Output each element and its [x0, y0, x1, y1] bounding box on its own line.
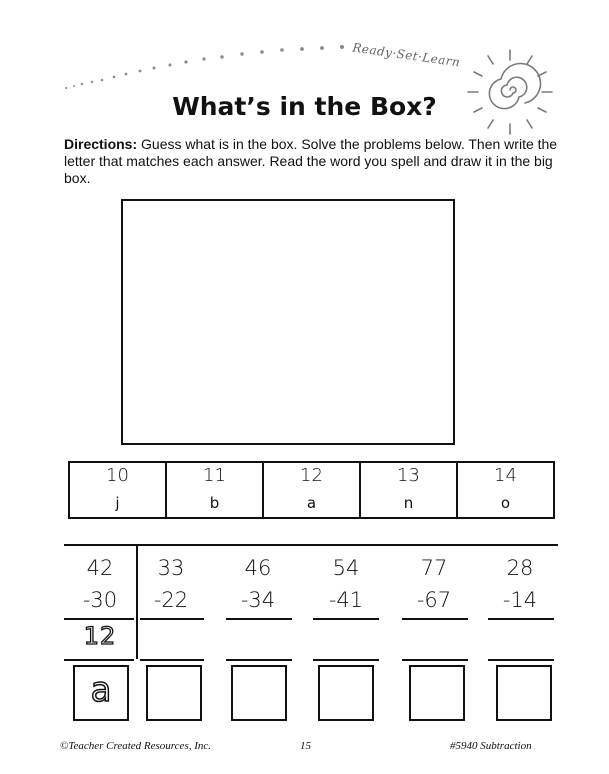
footer-product: #5940 Subtraction [450, 740, 532, 752]
answer-rule[interactable] [226, 659, 292, 661]
letter-box-4[interactable] [409, 665, 465, 721]
problem-subtrahend: -14 [502, 588, 538, 612]
answer-rule[interactable] [140, 659, 204, 661]
key-cell [70, 463, 165, 517]
letter-box-3[interactable] [318, 665, 374, 721]
directions-label: Directions: [64, 136, 138, 152]
key-cell [359, 463, 456, 517]
problem-3 [308, 552, 384, 616]
problem-minuend: 28 [506, 556, 534, 580]
series-logo-text: Ready·Set·Learn [351, 40, 462, 70]
letter-box-2[interactable] [231, 665, 287, 721]
key-number: 10 [106, 465, 129, 486]
problem-1 [133, 552, 209, 616]
drawing-box[interactable] [121, 199, 455, 445]
answer-rule[interactable] [313, 659, 379, 661]
letter-box-5[interactable] [496, 665, 552, 721]
key-number: 12 [300, 465, 323, 486]
problems-top-rule [64, 544, 558, 546]
page-title: What’s in the Box? [172, 92, 437, 121]
problem-4 [396, 552, 472, 616]
answer-line [226, 618, 292, 620]
answer-key-table [68, 461, 555, 519]
key-cell [456, 463, 553, 517]
answer-line [402, 618, 468, 620]
problem-subtrahend: -30 [82, 588, 118, 612]
problem-minuend: 54 [332, 556, 360, 580]
problem-example [62, 552, 138, 616]
key-letter: a [306, 494, 317, 512]
key-cell [165, 463, 262, 517]
key-number: 14 [494, 465, 517, 486]
key-letter: n [403, 494, 414, 512]
answer-line [313, 618, 379, 620]
problem-subtrahend: -67 [416, 588, 452, 612]
footer-page-number: 15 [300, 740, 311, 752]
problem-minuend: 46 [244, 556, 272, 580]
example-letter: a [90, 670, 112, 710]
problem-minuend: 42 [86, 556, 114, 580]
directions-text: Guess what is in the box. Solve the problems below. Then write the letter that matches each answer. Read the word you spell and draw it in the big box. [64, 136, 558, 186]
letter-box-example [73, 665, 129, 721]
key-number: 13 [397, 465, 420, 486]
problem-minuend: 33 [157, 556, 185, 580]
problem-subtrahend: -41 [328, 588, 364, 612]
key-letter: o [500, 494, 511, 512]
problem-minuend: 77 [420, 556, 448, 580]
letter-box-1[interactable] [146, 665, 202, 721]
answer-line [140, 618, 204, 620]
problem-5 [482, 552, 558, 616]
answer-line [488, 618, 554, 620]
answer-rule [64, 659, 134, 661]
key-letter: j [115, 494, 120, 512]
example-answer: 12 [83, 622, 117, 650]
problem-2 [220, 552, 296, 616]
answer-line [64, 618, 134, 620]
problem-subtrahend: -34 [240, 588, 276, 612]
key-letter: b [209, 494, 220, 512]
footer-copyright: ©Teacher Created Resources, Inc. [60, 740, 212, 752]
problem-subtrahend: -22 [153, 588, 189, 612]
answer-rule[interactable] [402, 659, 468, 661]
key-cell [262, 463, 359, 517]
answer-rule[interactable] [488, 659, 554, 661]
directions [64, 136, 564, 187]
key-number: 11 [203, 465, 226, 486]
dotted-arc-decoration [60, 40, 360, 100]
